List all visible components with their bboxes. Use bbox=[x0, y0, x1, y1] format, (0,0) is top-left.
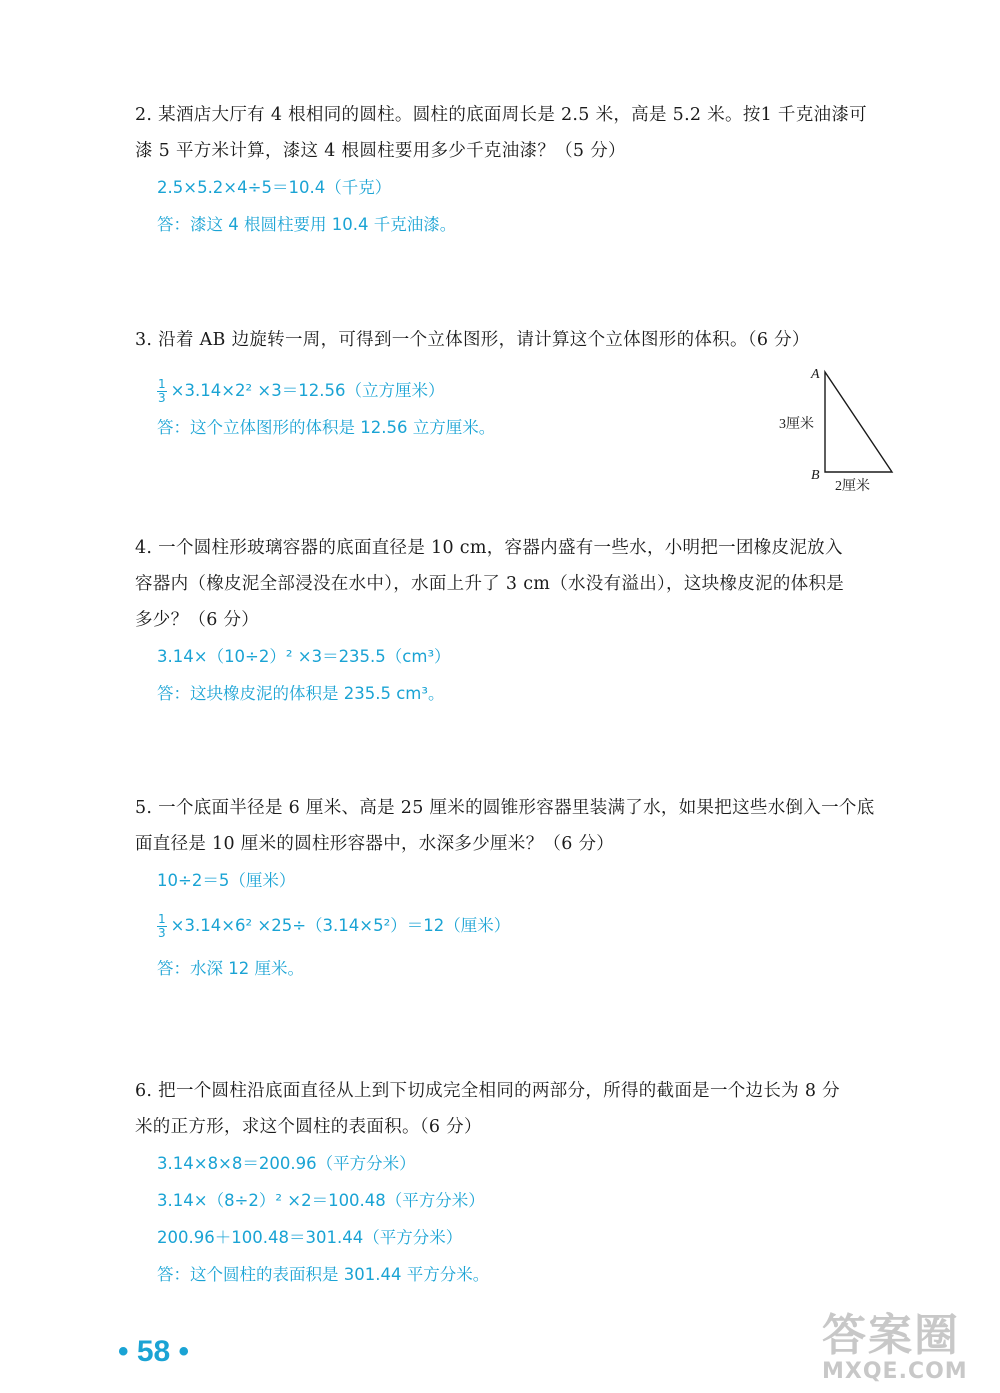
answer-line: 答：漆这 4 根圆柱要用 10.4 千克油漆。 bbox=[157, 215, 457, 234]
question-text: 容器内（橡皮泥全部浸没在水中），水面上升了 3 cm（水没有溢出），这块橡皮泥的体积是 bbox=[135, 574, 845, 594]
question-text: 米的正方形，求这个圆柱的表面积。（6 分） bbox=[135, 1117, 482, 1137]
answer-line: 2.5×5.2×4÷5＝10.4（千克） bbox=[157, 178, 392, 197]
problem-6 bbox=[135, 1073, 895, 1293]
question-text: 漆 5 平方米计算，漆这 4 根圆柱要用多少千克油漆？（5 分） bbox=[135, 141, 626, 161]
fraction: $\frac{1}{3}$ bbox=[158, 377, 166, 405]
page-number: • 58 • bbox=[118, 1335, 190, 1368]
side-length-label: 3厘米 bbox=[779, 417, 814, 432]
answer-line: 10÷2＝5（厘米） bbox=[157, 871, 296, 890]
question-text: 5. 一个底面半径是 6 厘米、高是 25 厘米的圆锥形容器里装满了水，如果把这些水倒入一个底 bbox=[135, 798, 875, 818]
answer-line: 答：水深 12 厘米。 bbox=[157, 959, 304, 978]
answer-line: $\frac{1}{3}$ ×3.14×2² ×3＝12.56（立方厘米） bbox=[158, 377, 445, 405]
problem-5 bbox=[135, 790, 895, 987]
answer-line: 答：这块橡皮泥的体积是 235.5 cm³。 bbox=[157, 684, 445, 703]
answer-line: 3.14×（10÷2）² ×3＝235.5（cm³） bbox=[157, 647, 451, 666]
question-text: 6. 把一个圆柱沿底面直径从上到下切成完全相同的两部分，所得的截面是一个边长为 8 分 bbox=[135, 1081, 840, 1101]
answer-line: 答：这个圆柱的表面积是 301.44 平方分米。 bbox=[157, 1265, 490, 1284]
triangle-diagram bbox=[775, 362, 905, 497]
vertex-a-label: A bbox=[811, 367, 820, 382]
fraction: $\frac{1}{3}$ bbox=[158, 912, 166, 940]
question-text: 2. 某酒店大厅有 4 根相同的圆柱。圆柱的底面周长是 2.5 米，高是 5.2 米。按1 千克油漆可 bbox=[135, 105, 867, 125]
base-length-label: 2厘米 bbox=[835, 479, 870, 494]
answer-line: 3.14×（8÷2）² ×2＝100.48（平方分米） bbox=[157, 1191, 485, 1210]
vertex-b-label: B bbox=[811, 468, 820, 483]
answer-line: 200.96＋100.48＝301.44（平方分米） bbox=[157, 1228, 463, 1247]
question-text: 面直径是 10 厘米的圆柱形容器中，水深多少厘米？（6 分） bbox=[135, 834, 615, 854]
answer-line: 答：这个立体图形的体积是 12.56 立方厘米。 bbox=[157, 418, 496, 437]
answer-line: 3.14×8×8＝200.96（平方分米） bbox=[157, 1154, 416, 1173]
watermark-sub-text: MXQE.COM bbox=[822, 1359, 968, 1384]
answer-line: $\frac{1}{3}$ ×3.14×6² ×25÷（3.14×5²）＝12（厘米） bbox=[158, 912, 511, 940]
watermark-main-text: 答案圈 bbox=[822, 1310, 960, 1361]
watermark-logo bbox=[822, 1312, 990, 1388]
question-text: 多少？（6 分） bbox=[135, 610, 260, 630]
question-text: 4. 一个圆柱形玻璃容器的底面直径是 10 cm，容器内盛有一些水，小明把一团橡皮泥放入 bbox=[135, 538, 843, 558]
problem-4 bbox=[135, 530, 895, 712]
question-text: 3. 沿着 AB 边旋转一周，可得到一个立体图形，请计算这个立体图形的体积。（6 分） bbox=[135, 330, 810, 350]
problem-2 bbox=[135, 97, 895, 243]
